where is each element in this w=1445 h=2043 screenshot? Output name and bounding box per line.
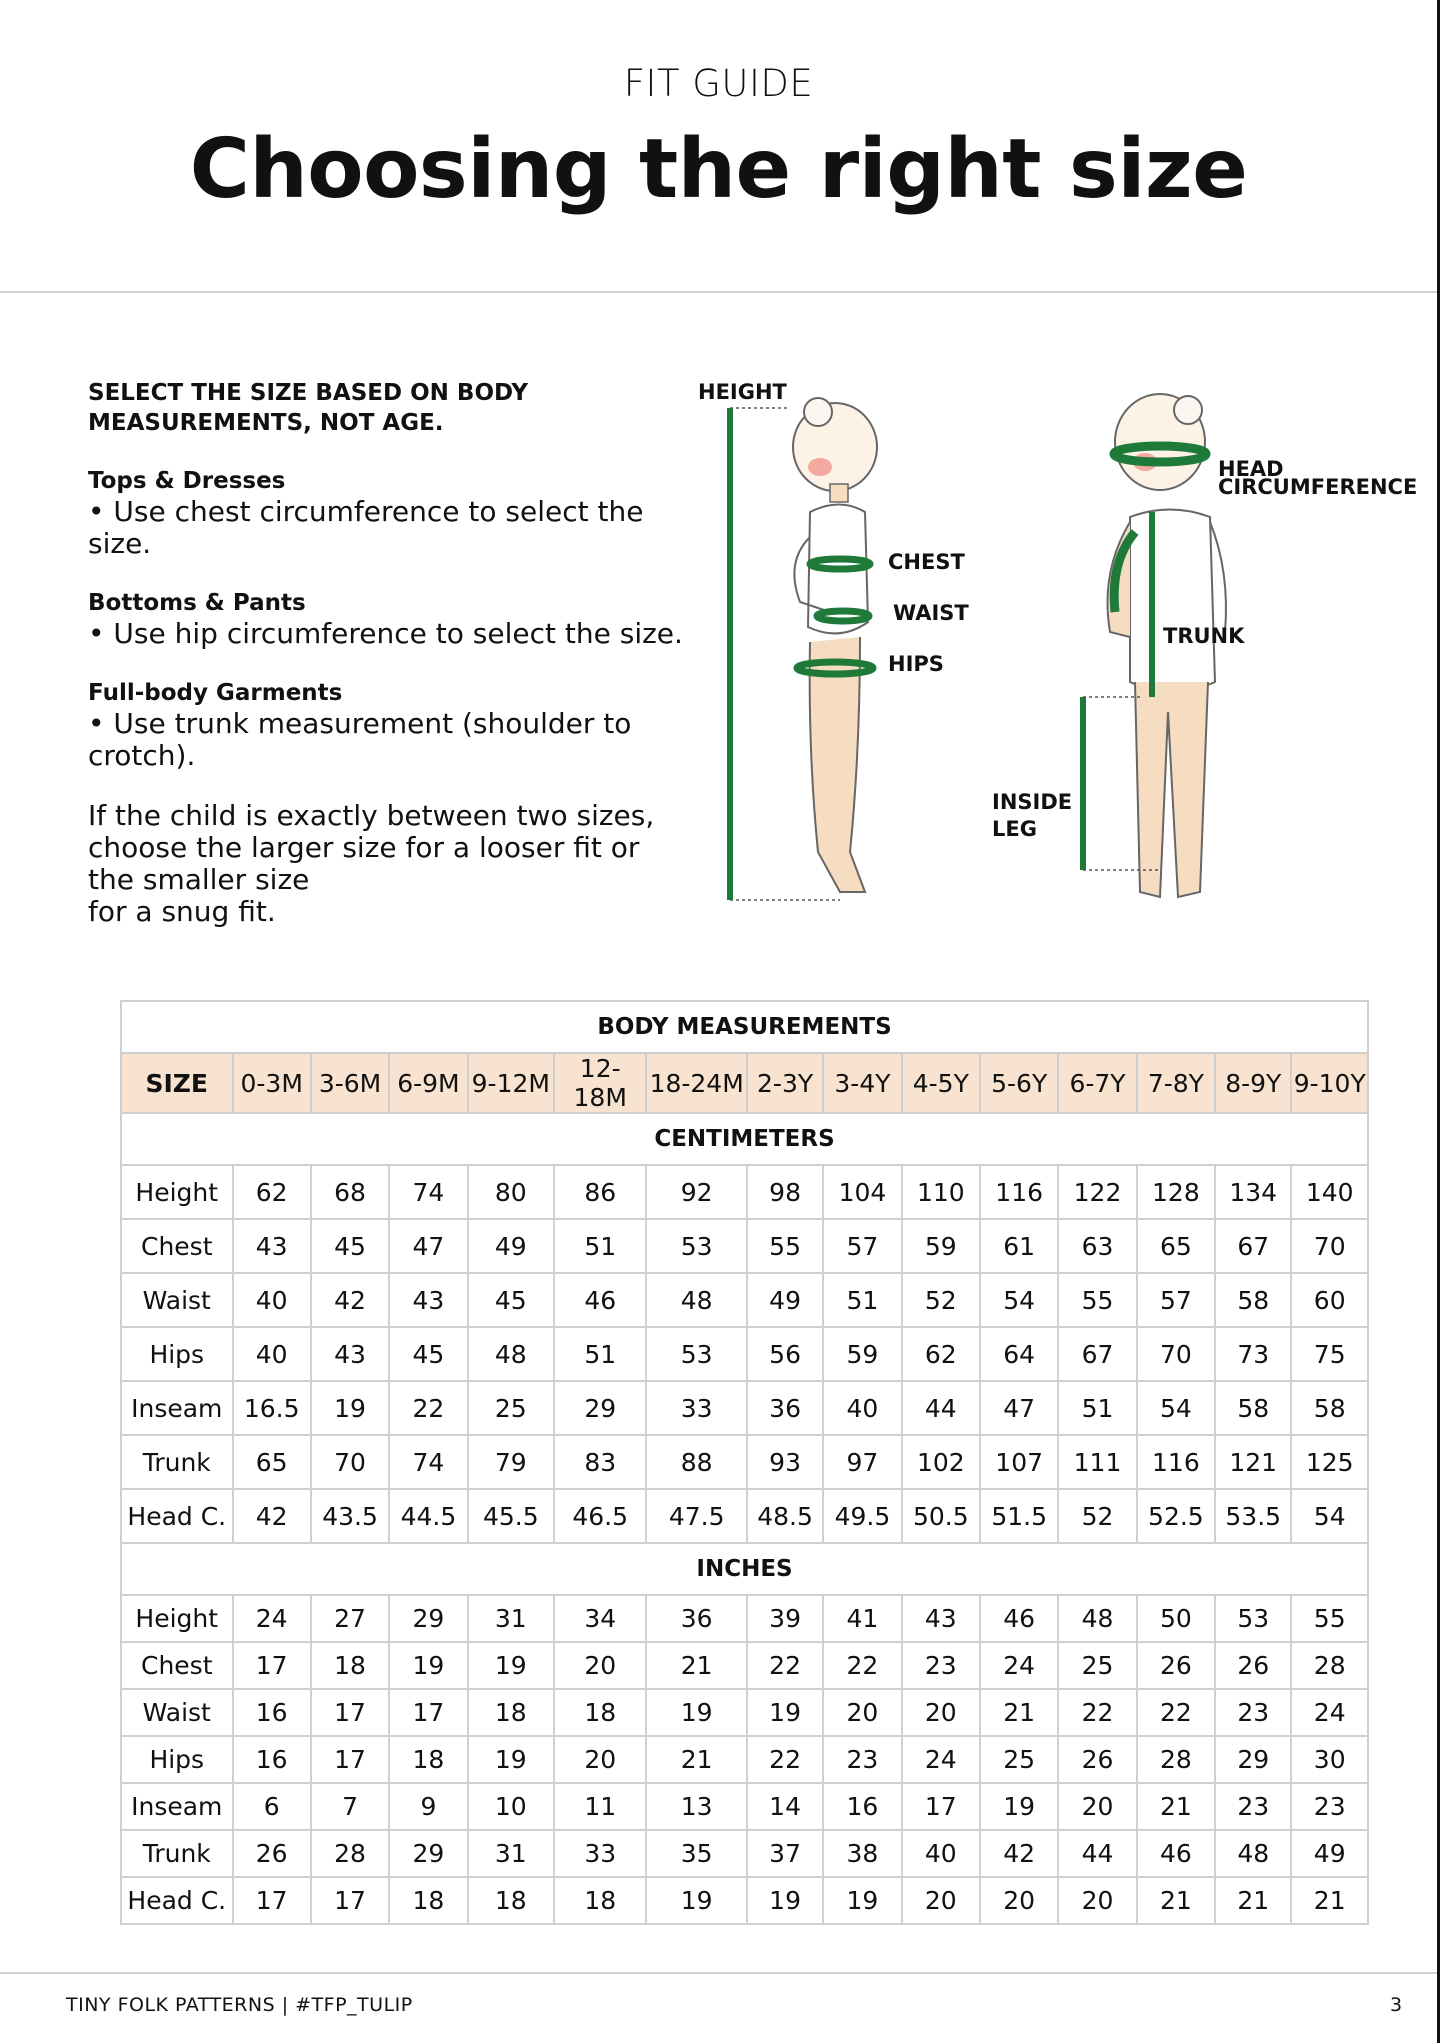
table-cell: 18 bbox=[389, 1877, 467, 1924]
size-column-header: 6-9M bbox=[389, 1053, 467, 1113]
table-cell: 55 bbox=[747, 1219, 823, 1273]
size-column-header: 4-5Y bbox=[902, 1053, 980, 1113]
table-cell: 44 bbox=[902, 1381, 980, 1435]
table-cell: 31 bbox=[468, 1595, 554, 1642]
table-cell: 49 bbox=[747, 1273, 823, 1327]
table-cell: 40 bbox=[902, 1830, 980, 1877]
table-cell: 23 bbox=[902, 1642, 980, 1689]
table-cell: 75 bbox=[1291, 1327, 1368, 1381]
table-cell: 52.5 bbox=[1137, 1489, 1215, 1543]
table-cell: 73 bbox=[1215, 1327, 1291, 1381]
table-cell: 17 bbox=[233, 1877, 311, 1924]
table-cell: 80 bbox=[468, 1165, 554, 1219]
table-cell: 38 bbox=[823, 1830, 901, 1877]
table-cell: 25 bbox=[1058, 1642, 1136, 1689]
table-cell: 70 bbox=[311, 1435, 389, 1489]
row-label: Head C. bbox=[121, 1877, 233, 1924]
table-cell: 10 bbox=[468, 1783, 554, 1830]
table-cell: 40 bbox=[233, 1273, 311, 1327]
table-cell: 16 bbox=[233, 1736, 311, 1783]
table-cell: 86 bbox=[554, 1165, 646, 1219]
table-cell: 44.5 bbox=[389, 1489, 467, 1543]
table-row bbox=[121, 1877, 1368, 1924]
table-cell: 29 bbox=[1215, 1736, 1291, 1783]
table-cell: 42 bbox=[980, 1830, 1058, 1877]
page-edge-rule bbox=[1437, 0, 1440, 2043]
table-cell: 20 bbox=[902, 1689, 980, 1736]
table-cell: 28 bbox=[1137, 1736, 1215, 1783]
size-column-header: 6-7Y bbox=[1058, 1053, 1136, 1113]
table-row bbox=[121, 1689, 1368, 1736]
table-cell: 25 bbox=[468, 1381, 554, 1435]
table-cell: 21 bbox=[980, 1689, 1058, 1736]
label-trunk: TRUNK bbox=[1163, 624, 1245, 648]
label-inside-leg-2: LEG bbox=[992, 817, 1037, 841]
table-cell: 60 bbox=[1291, 1273, 1368, 1327]
table-cell: 29 bbox=[389, 1830, 467, 1877]
table-row bbox=[121, 1783, 1368, 1830]
table-row bbox=[121, 1273, 1368, 1327]
table-cell: 23 bbox=[1215, 1783, 1291, 1830]
table-cell: 59 bbox=[823, 1327, 901, 1381]
table-cell: 24 bbox=[902, 1736, 980, 1783]
table-cell: 47.5 bbox=[646, 1489, 746, 1543]
table-cell: 134 bbox=[1215, 1165, 1291, 1219]
table-cell: 40 bbox=[233, 1327, 311, 1381]
table-cell: 48 bbox=[468, 1327, 554, 1381]
tops-heading: Tops & Dresses bbox=[88, 468, 286, 494]
table-cell: 21 bbox=[646, 1642, 746, 1689]
size-column-header: 12-18M bbox=[554, 1053, 646, 1113]
table-cell: 55 bbox=[1058, 1273, 1136, 1327]
table-cell: 21 bbox=[1215, 1877, 1291, 1924]
section-kicker: FIT GUIDE bbox=[623, 62, 814, 105]
label-inside-leg-1: INSIDE bbox=[992, 790, 1073, 814]
table-cell: 22 bbox=[747, 1736, 823, 1783]
lead-line-1: SELECT THE SIZE BASED ON BODY bbox=[88, 380, 529, 406]
centimeters-section-title-row bbox=[121, 1113, 1368, 1165]
table-cell: 20 bbox=[902, 1877, 980, 1924]
table-cell: 31 bbox=[468, 1830, 554, 1877]
table-cell: 74 bbox=[389, 1165, 467, 1219]
label-hips: HIPS bbox=[888, 652, 944, 676]
size-column-header: 9-10Y bbox=[1291, 1053, 1368, 1113]
table-cell: 46 bbox=[980, 1595, 1058, 1642]
table-cell: 36 bbox=[747, 1381, 823, 1435]
table-cell: 19 bbox=[646, 1877, 746, 1924]
table-cell: 74 bbox=[389, 1435, 467, 1489]
table-cell: 18 bbox=[468, 1877, 554, 1924]
row-label: Hips bbox=[121, 1327, 233, 1381]
table-cell: 53 bbox=[646, 1219, 746, 1273]
table-cell: 18 bbox=[311, 1642, 389, 1689]
table-row bbox=[121, 1165, 1368, 1219]
table-cell: 43 bbox=[233, 1219, 311, 1273]
table-cell: 58 bbox=[1291, 1381, 1368, 1435]
table-cell: 110 bbox=[902, 1165, 980, 1219]
table-cell: 28 bbox=[311, 1830, 389, 1877]
table-cell: 17 bbox=[311, 1736, 389, 1783]
table-cell: 51 bbox=[1058, 1381, 1136, 1435]
table-cell: 98 bbox=[747, 1165, 823, 1219]
table-cell: 121 bbox=[1215, 1435, 1291, 1489]
table-cell: 22 bbox=[1058, 1689, 1136, 1736]
bottoms-text: • Use hip circumference to select the size. bbox=[88, 617, 683, 650]
page-number: 3 bbox=[1390, 1994, 1403, 2016]
table-cell: 25 bbox=[980, 1736, 1058, 1783]
table-cell: 97 bbox=[823, 1435, 901, 1489]
table-cell: 23 bbox=[1291, 1783, 1368, 1830]
table-cell: 20 bbox=[554, 1642, 646, 1689]
label-head-2: CIRCUMFERENCE bbox=[1218, 475, 1418, 499]
table-cell: 29 bbox=[389, 1595, 467, 1642]
table-cell: 21 bbox=[1137, 1877, 1215, 1924]
table-cell: 111 bbox=[1058, 1435, 1136, 1489]
table-cell: 26 bbox=[233, 1830, 311, 1877]
table-cell: 14 bbox=[747, 1783, 823, 1830]
row-label: Height bbox=[121, 1165, 233, 1219]
table-cell: 17 bbox=[311, 1877, 389, 1924]
body-measurements-table bbox=[120, 1000, 1369, 1925]
table-cell: 19 bbox=[468, 1642, 554, 1689]
table-cell: 18 bbox=[554, 1689, 646, 1736]
label-waist: WAIST bbox=[893, 601, 969, 625]
table-cell: 45.5 bbox=[468, 1489, 554, 1543]
table-cell: 6 bbox=[233, 1783, 311, 1830]
table-cell: 49 bbox=[1291, 1830, 1368, 1877]
table-cell: 55 bbox=[1291, 1595, 1368, 1642]
table-cell: 27 bbox=[311, 1595, 389, 1642]
inches-section-title-row bbox=[121, 1543, 1368, 1595]
table-cell: 56 bbox=[747, 1327, 823, 1381]
row-label: Waist bbox=[121, 1273, 233, 1327]
table-cell: 28 bbox=[1291, 1642, 1368, 1689]
table-cell: 22 bbox=[1137, 1689, 1215, 1736]
table-cell: 20 bbox=[1058, 1877, 1136, 1924]
table-cell: 19 bbox=[980, 1783, 1058, 1830]
table-cell: 46 bbox=[1137, 1830, 1215, 1877]
table-cell: 39 bbox=[747, 1595, 823, 1642]
label-height: HEIGHT bbox=[698, 380, 787, 404]
table-cell: 51 bbox=[554, 1219, 646, 1273]
table-cell: 24 bbox=[1291, 1689, 1368, 1736]
table-cell: 51.5 bbox=[980, 1489, 1058, 1543]
table-row bbox=[121, 1219, 1368, 1273]
table-cell: 52 bbox=[1058, 1489, 1136, 1543]
instructions bbox=[88, 378, 688, 928]
table-cell: 19 bbox=[747, 1689, 823, 1736]
table-cell: 102 bbox=[902, 1435, 980, 1489]
table-cell: 20 bbox=[980, 1877, 1058, 1924]
size-column-header: 2-3Y bbox=[747, 1053, 823, 1113]
table-cell: 29 bbox=[554, 1381, 646, 1435]
size-column-header: 3-6M bbox=[311, 1053, 389, 1113]
table-cell: 17 bbox=[233, 1642, 311, 1689]
table-cell: 35 bbox=[646, 1830, 746, 1877]
table-cell: 48 bbox=[646, 1273, 746, 1327]
table-cell: 7 bbox=[311, 1783, 389, 1830]
table-cell: 37 bbox=[747, 1830, 823, 1877]
child-illustration bbox=[690, 372, 1435, 912]
table-cell: 43 bbox=[311, 1327, 389, 1381]
size-column-header: 7-8Y bbox=[1137, 1053, 1215, 1113]
table-cell: 51 bbox=[823, 1273, 901, 1327]
table-cell: 140 bbox=[1291, 1165, 1368, 1219]
size-header: SIZE bbox=[121, 1053, 233, 1113]
table-cell: 57 bbox=[823, 1219, 901, 1273]
table-cell: 33 bbox=[554, 1830, 646, 1877]
table-cell: 57 bbox=[1137, 1273, 1215, 1327]
table-cell: 17 bbox=[902, 1783, 980, 1830]
table-cell: 24 bbox=[233, 1595, 311, 1642]
full-body-heading: Full-body Garments bbox=[88, 680, 343, 706]
table-cell: 79 bbox=[468, 1435, 554, 1489]
table-cell: 16 bbox=[233, 1689, 311, 1736]
table-cell: 9 bbox=[389, 1783, 467, 1830]
table-cell: 51 bbox=[554, 1327, 646, 1381]
row-label: Chest bbox=[121, 1642, 233, 1689]
table-cell: 43 bbox=[389, 1273, 467, 1327]
table-cell: 83 bbox=[554, 1435, 646, 1489]
table-cell: 23 bbox=[1215, 1689, 1291, 1736]
table-cell: 30 bbox=[1291, 1736, 1368, 1783]
table-cell: 22 bbox=[747, 1642, 823, 1689]
table-cell: 20 bbox=[1058, 1783, 1136, 1830]
table-cell: 104 bbox=[823, 1165, 901, 1219]
table-cell: 54 bbox=[1291, 1489, 1368, 1543]
table-cell: 54 bbox=[1137, 1381, 1215, 1435]
table-cell: 67 bbox=[1058, 1327, 1136, 1381]
table-cell: 52 bbox=[902, 1273, 980, 1327]
table-cell: 16.5 bbox=[233, 1381, 311, 1435]
table-cell: 50.5 bbox=[902, 1489, 980, 1543]
measurement-figure bbox=[690, 372, 1435, 912]
table-cell: 22 bbox=[389, 1381, 467, 1435]
table-cell: 125 bbox=[1291, 1435, 1368, 1489]
table-cell: 42 bbox=[311, 1273, 389, 1327]
table-cell: 20 bbox=[823, 1689, 901, 1736]
table-cell: 36 bbox=[646, 1595, 746, 1642]
table-cell: 43.5 bbox=[311, 1489, 389, 1543]
page-title: Choosing the right size bbox=[189, 122, 1248, 217]
table-cell: 58 bbox=[1215, 1381, 1291, 1435]
table-cell: 23 bbox=[823, 1736, 901, 1783]
table-cell: 40 bbox=[823, 1381, 901, 1435]
lead-line-2: MEASUREMENTS, NOT AGE. bbox=[88, 410, 444, 436]
table-cell: 19 bbox=[468, 1736, 554, 1783]
size-column-header: 18-24M bbox=[646, 1053, 746, 1113]
footer-divider bbox=[0, 1972, 1437, 1974]
table-cell: 107 bbox=[980, 1435, 1058, 1489]
table-cell: 22 bbox=[823, 1642, 901, 1689]
row-label: Head C. bbox=[121, 1489, 233, 1543]
tops-text: • Use chest circumference to select the size. bbox=[88, 495, 644, 560]
table-cell: 67 bbox=[1215, 1219, 1291, 1273]
table-cell: 19 bbox=[823, 1877, 901, 1924]
table-cell: 17 bbox=[389, 1689, 467, 1736]
table-cell: 48 bbox=[1058, 1595, 1136, 1642]
table-cell: 13 bbox=[646, 1783, 746, 1830]
size-column-header: 3-4Y bbox=[823, 1053, 901, 1113]
bottoms-heading: Bottoms & Pants bbox=[88, 590, 306, 616]
table-cell: 128 bbox=[1137, 1165, 1215, 1219]
table-cell: 62 bbox=[902, 1327, 980, 1381]
table-cell: 26 bbox=[1215, 1642, 1291, 1689]
table-cell: 26 bbox=[1137, 1642, 1215, 1689]
full-body-text: • Use trunk measurement (shoulder to crotch). bbox=[88, 707, 632, 772]
table-cell: 46 bbox=[554, 1273, 646, 1327]
table-cell: 59 bbox=[902, 1219, 980, 1273]
size-column-header: 8-9Y bbox=[1215, 1053, 1291, 1113]
row-label: Inseam bbox=[121, 1783, 233, 1830]
table-row bbox=[121, 1435, 1368, 1489]
table-row bbox=[121, 1595, 1368, 1642]
inches-section-title: INCHES bbox=[121, 1543, 1368, 1595]
table-cell: 19 bbox=[389, 1642, 467, 1689]
row-label: Hips bbox=[121, 1736, 233, 1783]
table-cell: 43 bbox=[902, 1595, 980, 1642]
table-row bbox=[121, 1489, 1368, 1543]
row-label: Inseam bbox=[121, 1381, 233, 1435]
table-cell: 116 bbox=[980, 1165, 1058, 1219]
table-cell: 93 bbox=[747, 1435, 823, 1489]
table-cell: 65 bbox=[1137, 1219, 1215, 1273]
table-cell: 58 bbox=[1215, 1273, 1291, 1327]
table-cell: 53 bbox=[646, 1327, 746, 1381]
table-cell: 116 bbox=[1137, 1435, 1215, 1489]
table-cell: 65 bbox=[233, 1435, 311, 1489]
table-cell: 92 bbox=[646, 1165, 746, 1219]
table-cell: 19 bbox=[747, 1877, 823, 1924]
table-cell: 45 bbox=[468, 1273, 554, 1327]
table-cell: 16 bbox=[823, 1783, 901, 1830]
table-cell: 41 bbox=[823, 1595, 901, 1642]
table-cell: 88 bbox=[646, 1435, 746, 1489]
table-cell: 47 bbox=[980, 1381, 1058, 1435]
table-cell: 21 bbox=[1291, 1877, 1368, 1924]
side-view-child bbox=[793, 398, 877, 892]
table-cell: 21 bbox=[1137, 1783, 1215, 1830]
table-cell: 34 bbox=[554, 1595, 646, 1642]
table-cell: 48.5 bbox=[747, 1489, 823, 1543]
row-label: Waist bbox=[121, 1689, 233, 1736]
table-cell: 42 bbox=[233, 1489, 311, 1543]
size-header-row bbox=[121, 1053, 1368, 1113]
table-cell: 54 bbox=[980, 1273, 1058, 1327]
table-cell: 53.5 bbox=[1215, 1489, 1291, 1543]
table-cell: 46.5 bbox=[554, 1489, 646, 1543]
table-cell: 49.5 bbox=[823, 1489, 901, 1543]
table-row bbox=[121, 1642, 1368, 1689]
table-cell: 63 bbox=[1058, 1219, 1136, 1273]
table-row bbox=[121, 1381, 1368, 1435]
table-cell: 21 bbox=[646, 1736, 746, 1783]
size-column-header: 0-3M bbox=[233, 1053, 311, 1113]
between-sizes-text-2: for a snug fit. bbox=[88, 895, 276, 928]
row-label: Chest bbox=[121, 1219, 233, 1273]
table-cell: 33 bbox=[646, 1381, 746, 1435]
table-cell: 64 bbox=[980, 1327, 1058, 1381]
size-column-header: 9-12M bbox=[468, 1053, 554, 1113]
table-cell: 26 bbox=[1058, 1736, 1136, 1783]
footer-brand: TINY FOLK PATTERNS | #TFP_TULIP bbox=[66, 1994, 413, 2016]
table-cell: 50 bbox=[1137, 1595, 1215, 1642]
table-cell: 49 bbox=[468, 1219, 554, 1273]
table-cell: 17 bbox=[311, 1689, 389, 1736]
table-row bbox=[121, 1830, 1368, 1877]
table-cell: 68 bbox=[311, 1165, 389, 1219]
table-cell: 18 bbox=[468, 1689, 554, 1736]
centimeters-section-title: CENTIMETERS bbox=[121, 1113, 1368, 1165]
table-cell: 48 bbox=[1215, 1830, 1291, 1877]
table-row bbox=[121, 1736, 1368, 1783]
table-cell: 19 bbox=[311, 1381, 389, 1435]
label-head-1: HEAD bbox=[1218, 457, 1284, 481]
table-cell: 62 bbox=[233, 1165, 311, 1219]
table-cell: 19 bbox=[646, 1689, 746, 1736]
table-cell: 70 bbox=[1291, 1219, 1368, 1273]
table-cell: 70 bbox=[1137, 1327, 1215, 1381]
table-cell: 45 bbox=[389, 1327, 467, 1381]
table-cell: 122 bbox=[1058, 1165, 1136, 1219]
table-cell: 24 bbox=[980, 1642, 1058, 1689]
header-divider bbox=[0, 291, 1437, 293]
table-row bbox=[121, 1327, 1368, 1381]
row-label: Trunk bbox=[121, 1435, 233, 1489]
size-column-header: 5-6Y bbox=[980, 1053, 1058, 1113]
table-title: BODY MEASUREMENTS bbox=[121, 1001, 1368, 1053]
table-cell: 53 bbox=[1215, 1595, 1291, 1642]
table-cell: 44 bbox=[1058, 1830, 1136, 1877]
table-cell: 47 bbox=[389, 1219, 467, 1273]
table-cell: 18 bbox=[554, 1877, 646, 1924]
table-cell: 11 bbox=[554, 1783, 646, 1830]
row-label: Trunk bbox=[121, 1830, 233, 1877]
row-label: Height bbox=[121, 1595, 233, 1642]
table-title-row bbox=[121, 1001, 1368, 1053]
table-cell: 61 bbox=[980, 1219, 1058, 1273]
table-cell: 18 bbox=[389, 1736, 467, 1783]
label-chest: CHEST bbox=[888, 550, 965, 574]
table-cell: 20 bbox=[554, 1736, 646, 1783]
table-cell: 45 bbox=[311, 1219, 389, 1273]
between-sizes-text: If the child is exactly between two sizes, choose the larger size for a looser fit or the smaller size bbox=[88, 799, 655, 896]
